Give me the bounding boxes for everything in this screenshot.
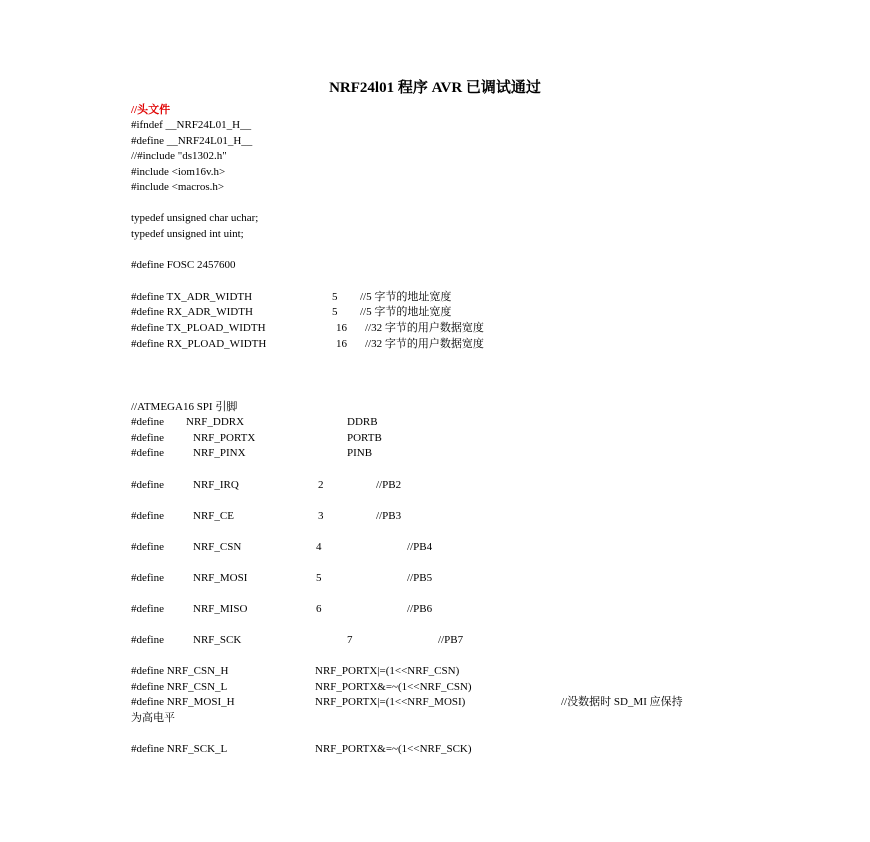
define-value: NRF_PORTX|=(1<<NRF_MOSI) bbox=[315, 696, 466, 708]
code-line: 为高电平 bbox=[131, 712, 175, 724]
define-name: #define TX_PLOAD_WIDTH bbox=[131, 322, 266, 334]
define-name: NRF_IRQ bbox=[193, 479, 239, 491]
define-keyword: #define bbox=[131, 572, 164, 584]
define-name: #define RX_ADR_WIDTH bbox=[131, 306, 253, 318]
define-name: NRF_MOSI bbox=[193, 572, 248, 584]
define-name: NRF_PINX bbox=[193, 447, 246, 459]
code-line: //ATMEGA16 SPI 引脚 bbox=[131, 401, 238, 413]
define-value: NRF_PORTX&=~(1<<NRF_SCK) bbox=[315, 743, 472, 755]
comment: //PB2 bbox=[376, 479, 402, 491]
comment: //32 字节的用户数据宽度 bbox=[365, 322, 484, 334]
define-name: NRF_MISO bbox=[193, 603, 248, 615]
define-name: #define NRF_CSN_H bbox=[131, 665, 229, 677]
define-value: 16 bbox=[336, 338, 347, 350]
code-line: #define FOSC 2457600 bbox=[131, 259, 236, 271]
define-value: 5 bbox=[316, 572, 322, 584]
comment: //没数据时 SD_MI 应保持 bbox=[561, 696, 683, 708]
code-line: #include <iom16v.h> bbox=[131, 166, 226, 178]
comment: //PB6 bbox=[407, 603, 433, 615]
comment: //32 字节的用户数据宽度 bbox=[365, 338, 484, 350]
define-name: #define RX_PLOAD_WIDTH bbox=[131, 338, 267, 350]
define-value: 4 bbox=[316, 541, 322, 553]
define-value: NRF_PORTX&=~(1<<NRF_CSN) bbox=[315, 681, 472, 693]
define-keyword: #define bbox=[131, 603, 164, 615]
define-name: NRF_DDRX bbox=[186, 416, 245, 428]
define-keyword: #define bbox=[131, 447, 164, 459]
define-value: 3 bbox=[318, 510, 324, 522]
define-value: PORTB bbox=[347, 432, 382, 444]
define-keyword: #define bbox=[131, 541, 164, 553]
comment: //5 字节的地址宽度 bbox=[360, 291, 452, 303]
define-keyword: #define bbox=[131, 510, 164, 522]
comment: //PB7 bbox=[438, 634, 464, 646]
comment: //5 字节的地址宽度 bbox=[360, 306, 452, 318]
comment: //PB5 bbox=[407, 572, 433, 584]
define-value: 16 bbox=[336, 322, 347, 334]
code-line: #include <macros.h> bbox=[131, 181, 225, 193]
code-line: typedef unsigned int uint; bbox=[131, 228, 244, 240]
define-value: 2 bbox=[318, 479, 324, 491]
define-name: #define NRF_SCK_L bbox=[131, 743, 228, 755]
code-line: //#include "ds1302.h" bbox=[131, 150, 227, 162]
define-value: DDRB bbox=[347, 416, 378, 428]
define-name: NRF_SCK bbox=[193, 634, 242, 646]
define-name: #define NRF_CSN_L bbox=[131, 681, 228, 693]
define-keyword: #define bbox=[131, 416, 164, 428]
define-value: NRF_PORTX|=(1<<NRF_CSN) bbox=[315, 665, 460, 677]
define-name: NRF_PORTX bbox=[193, 432, 256, 444]
code-line: #define __NRF24L01_H__ bbox=[131, 135, 253, 147]
document-title: NRF24l01 程序 AVR 已调试通过 bbox=[329, 80, 541, 96]
code-line: #ifndef __NRF24L01_H__ bbox=[131, 119, 252, 131]
define-name: #define NRF_MOSI_H bbox=[131, 696, 235, 708]
comment: //PB3 bbox=[376, 510, 402, 522]
define-value: 5 bbox=[332, 306, 338, 318]
comment: //PB4 bbox=[407, 541, 433, 553]
define-keyword: #define bbox=[131, 432, 164, 444]
define-name: #define TX_ADR_WIDTH bbox=[131, 291, 253, 303]
define-value: 5 bbox=[332, 291, 338, 303]
code-line: typedef unsigned char uchar; bbox=[131, 212, 259, 224]
define-value: 7 bbox=[347, 634, 353, 646]
define-value: 6 bbox=[316, 603, 322, 615]
define-name: NRF_CE bbox=[193, 510, 234, 522]
define-keyword: #define bbox=[131, 634, 164, 646]
define-name: NRF_CSN bbox=[193, 541, 242, 553]
define-value: PINB bbox=[347, 447, 373, 459]
define-keyword: #define bbox=[131, 479, 164, 491]
header-comment: //头文件 bbox=[131, 104, 171, 116]
